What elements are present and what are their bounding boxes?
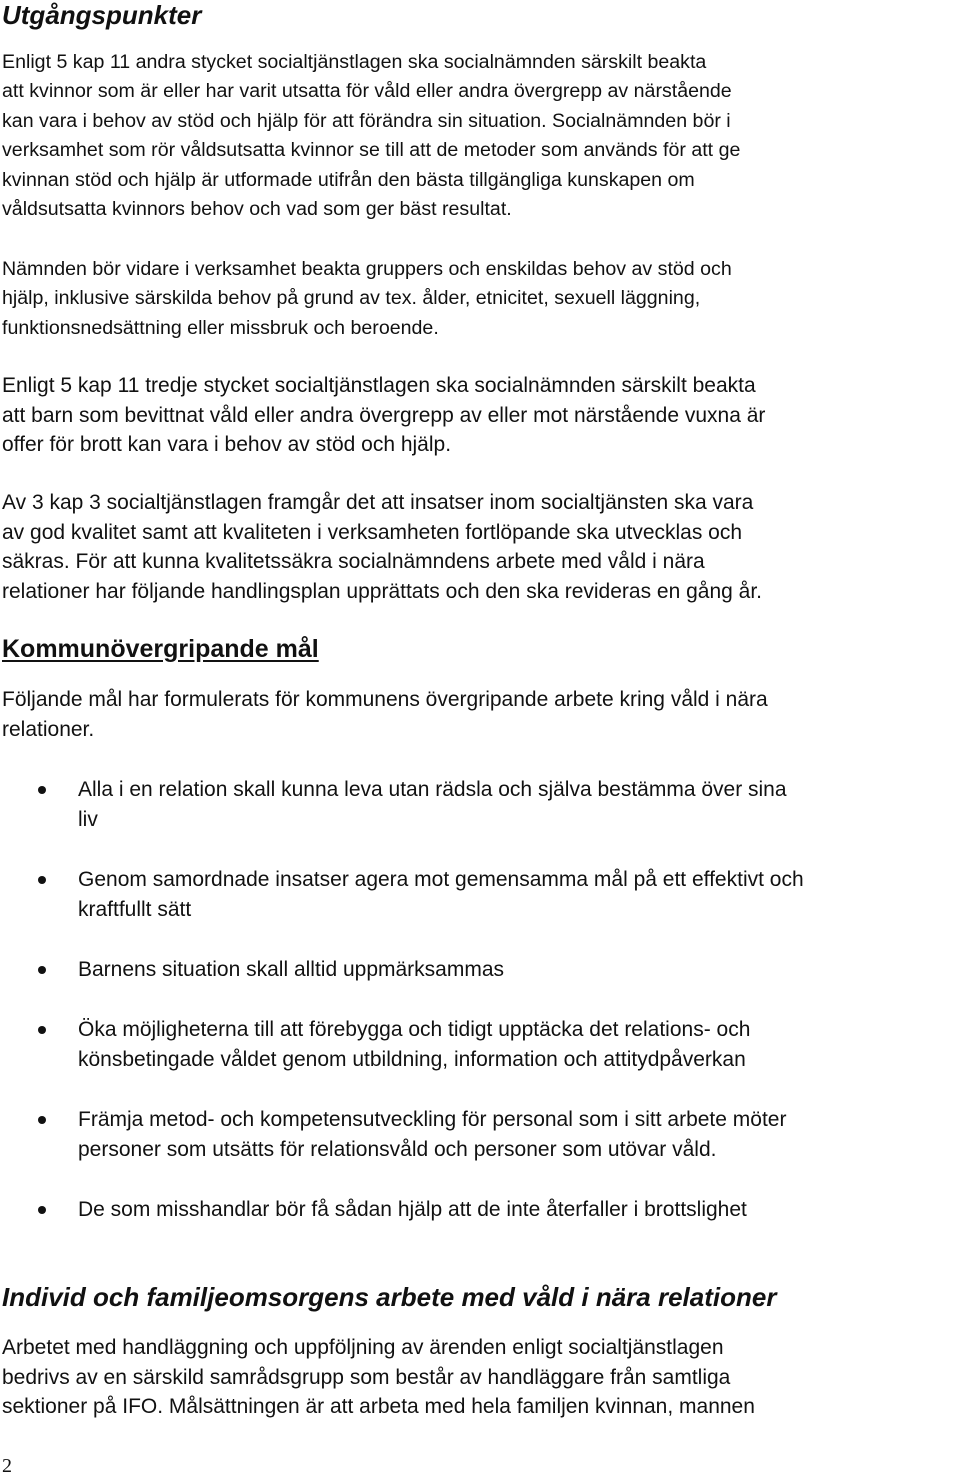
bullet-icon <box>38 1026 46 1034</box>
paragraph-6-line: Arbetet med handläggning och uppföljning av ärenden enligt socialtjänstlagen <box>2 1336 724 1359</box>
list-item-line: De som misshandlar bör få sådan hjälp att de inte återfaller i brottslighet <box>78 1198 747 1221</box>
paragraph-1-line: kvinnan stöd och hjälp är utformade utifrån den bästa tillgängliga kunskapen om <box>2 168 695 191</box>
list-item-line: Barnens situation skall alltid uppmärksammas <box>78 958 505 981</box>
bullet-icon <box>38 1116 46 1124</box>
paragraph-4 <box>2 488 958 606</box>
list-item-line: könsbetingade våldet genom utbildning, information och attitydpåverkan <box>78 1047 746 1071</box>
list-item-line: personer som utsätts för relationsvåld och personer som utövar våld. <box>78 1137 717 1161</box>
list-item-line: liv <box>78 807 98 831</box>
paragraph-2 <box>2 255 958 343</box>
list-item-line: Främja metod- och kompetensutveckling för personal som i sitt arbete möter <box>78 1108 787 1131</box>
paragraph-4-line: säkras. För att kunna kvalitetssäkra socialnämndens arbete med våld i nära <box>2 550 705 573</box>
list-item-text <box>78 1105 958 1164</box>
paragraph-6 <box>2 1333 958 1422</box>
page-number: 2 <box>2 1455 12 1477</box>
paragraph-5-line: relationer. <box>2 717 95 741</box>
paragraph-2-line: Nämnden bör vidare i verksamhet beakta gruppers och enskildas behov av stöd och <box>2 258 732 280</box>
paragraph-2-line: funktionsnedsättning eller missbruk och beroende. <box>2 316 439 339</box>
paragraph-1-line: Enligt 5 kap 11 andra stycket socialtjänstlagen ska socialnämnden särskilt beakta <box>2 51 707 73</box>
paragraph-5-line: Följande mål har formulerats för kommunens övergripande arbete kring våld i nära <box>2 688 768 711</box>
paragraph-6-line: bedrivs av en särskild samrådsgrupp som består av handläggare från samtliga <box>2 1365 731 1389</box>
list-item-text <box>78 1015 958 1074</box>
paragraph-3-line: att barn som bevittnat våld eller andra övergrepp av eller mot närstående vuxna är <box>2 403 766 427</box>
bullet-icon <box>38 876 46 884</box>
list-item-line: kraftfullt sätt <box>78 897 192 921</box>
paragraph-6-line: sektioner på IFO. Målsättningen är att arbeta med hela familjen kvinnan, mannen <box>2 1395 755 1418</box>
heading-individ-och-familjeomsorg: Individ och familjeomsorgens arbete med våld i nära relationer <box>2 1282 777 1312</box>
paragraph-3-line: Enligt 5 kap 11 tredje stycket socialtjänstlagen ska socialnämnden särskilt beakta <box>2 374 756 397</box>
list-item-text <box>78 1195 958 1225</box>
bullet-icon <box>38 786 46 794</box>
paragraph-2-line: hjälp, inklusive särskilda behov på grund av tex. ålder, etnicitet, sexuell läggning, <box>2 287 701 310</box>
paragraph-4-line: Av 3 kap 3 socialtjänstlagen framgår det att insatser inom socialtjänsten ska vara <box>2 491 754 514</box>
paragraph-4-line: av god kvalitet samt att kvaliteten i verksamheten fortlöpande ska utvecklas och <box>2 520 743 544</box>
heading-kommunovergripande-mal: Kommunövergripande mål <box>2 635 319 663</box>
list-item-line: Alla i en relation skall kunna leva utan rädsla och själva bestämma över sina <box>78 778 787 801</box>
list-item-line: Genom samordnade insatser agera mot gemensamma mål på ett effektivt och <box>78 868 804 891</box>
list-item-text <box>78 775 958 834</box>
paragraph-1-line: kan vara i behov av stöd och hjälp för att förändra sin situation. Socialnämnden bör i <box>2 109 731 132</box>
paragraph-4-line: relationer har följande handlingsplan upprättats och den ska revideras en gång år. <box>2 579 763 603</box>
paragraph-3-line: offer för brott kan vara i behov av stöd och hjälp. <box>2 433 452 456</box>
bullet-icon <box>38 1206 46 1214</box>
list-item-text <box>78 865 958 924</box>
list-item-text <box>78 955 958 985</box>
paragraph-1-line: verksamhet som rör våldsutsatta kvinnor se till att de metoder som används för att ge <box>2 139 741 162</box>
bullet-icon <box>38 966 46 974</box>
paragraph-1-line: att kvinnor som är eller har varit utsatta för våld eller andra övergrepp av närstående <box>2 80 732 103</box>
list-item-line: Öka möjligheterna till att förebygga och tidigt upptäcka det relations- och <box>78 1018 751 1041</box>
paragraph-1 <box>2 48 958 224</box>
paragraph-3 <box>2 371 958 460</box>
heading-utgangspunkter: Utgångspunkter <box>2 0 202 30</box>
paragraph-1-line: våldsutsatta kvinnors behov och vad som ger bäst resultat. <box>2 198 512 221</box>
paragraph-5 <box>2 685 958 744</box>
